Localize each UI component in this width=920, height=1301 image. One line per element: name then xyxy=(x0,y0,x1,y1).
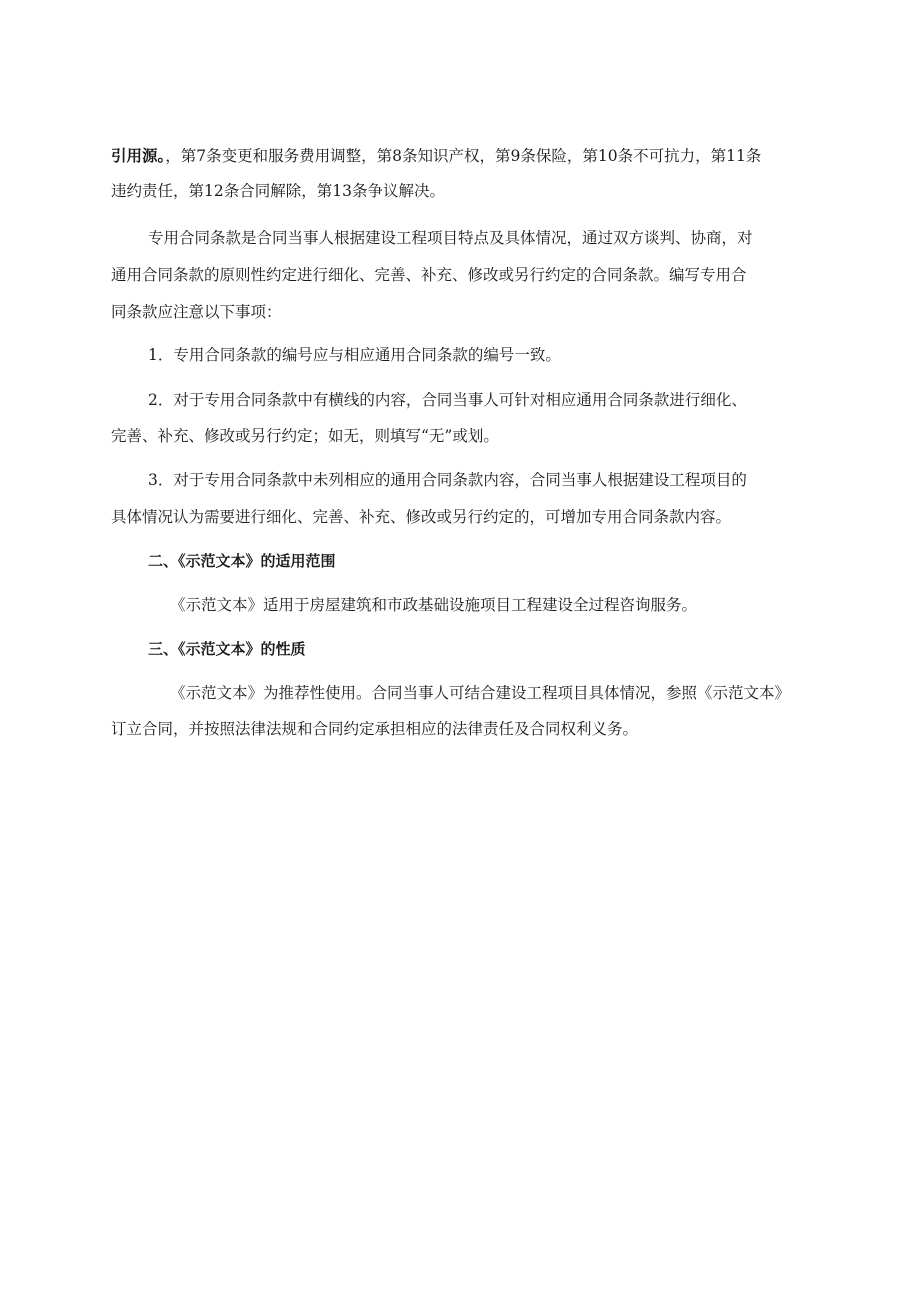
special-terms-paragraph-line-2: 通用合同条款的原则性约定进行细化、完善、补充、修改或另行约定的合同条款。编写专用合 xyxy=(111,266,747,284)
special-terms-paragraph-line-3: 同条款应注意以下事项： xyxy=(111,303,282,321)
section-2-body: 《示范文本》适用于房屋建筑和市政基础设施项目工程建设全过程咨询服务。 xyxy=(170,596,698,614)
special-terms-item-1: 1．专用合同条款的编号应与相应通用合同条款的编号一致。 xyxy=(148,346,561,364)
special-terms-item-3-line-2: 具体情况认为需要进行细化、完善、补充、修改或另行约定的，可增加专用合同条款内容。 xyxy=(111,508,732,526)
section-2-heading: 二、《示范文本》的适用范围 xyxy=(148,552,336,570)
special-terms-item-2-line-1: 2．对于专用合同条款中有横线的内容，合同当事人可针对相应通用合同条款进行细化、 xyxy=(148,391,747,409)
intro-line-1 xyxy=(111,146,827,166)
section-3-heading: 三、《示范文本》的性质 xyxy=(148,640,306,658)
section-3-body-line-2: 订立合同，并按照法律法规和合同约定承担相应的法律责任及合同权利义务。 xyxy=(111,720,639,738)
section-3-body-line-1: 《示范文本》为推荐性使用。合同当事人可结合建设工程项目具体情况，参照《示范文本》 xyxy=(170,684,791,702)
intro-line-2: 违约责任，第12条合同解除，第13条争议解决。 xyxy=(111,182,445,200)
special-terms-item-3-line-1: 3．对于专用合同条款中未列相应的通用合同条款内容，合同当事人根据建设工程项目的 xyxy=(148,471,747,489)
intro-line-1-text: ，第7条变更和服务费用调整，第8条知识产权，第9条保险，第10条不可抗力，第11条 xyxy=(165,147,762,165)
special-terms-item-2-line-2: 完善、补充、修改或另行约定；如无，则填写“无”或划。 xyxy=(111,427,499,445)
special-terms-paragraph-line-1: 专用合同条款是合同当事人根据建设工程项目特点及具体情况，通过双方谈判、协商，对 xyxy=(148,229,753,247)
reference-source-label: 引用源。 xyxy=(111,146,166,165)
